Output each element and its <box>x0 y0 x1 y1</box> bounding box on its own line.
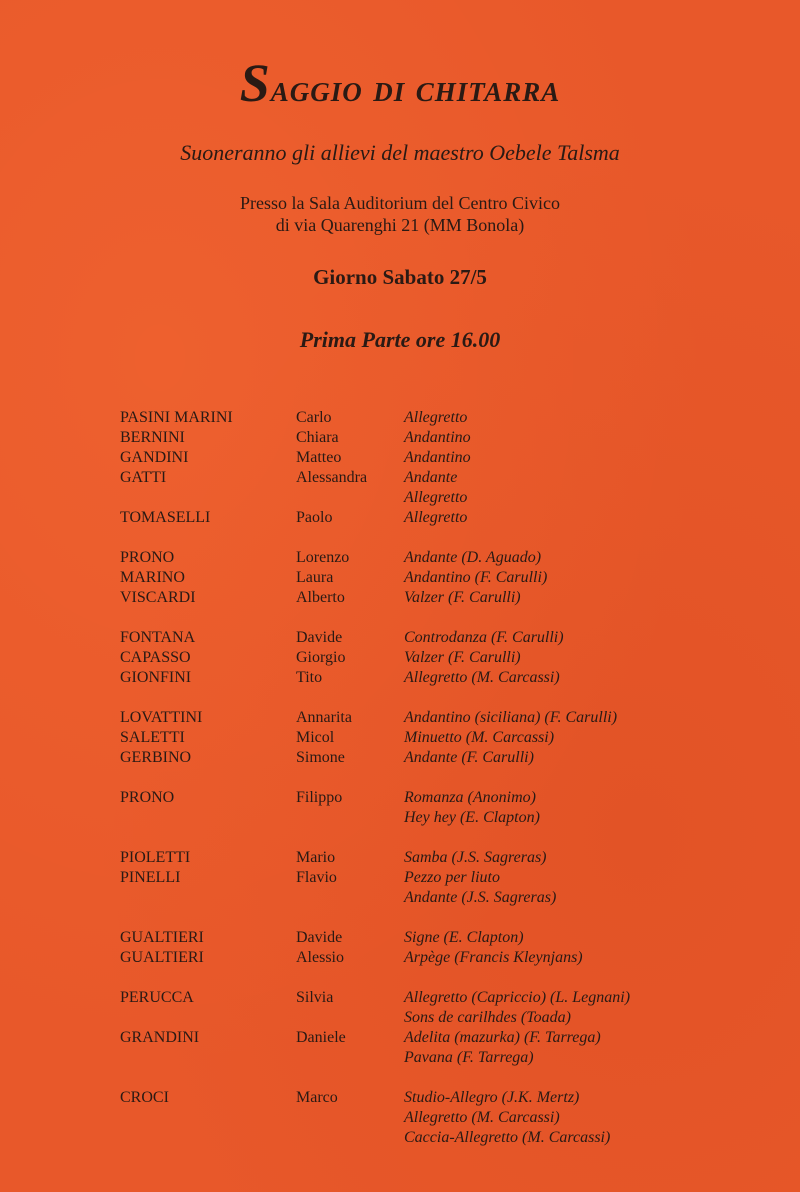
performer-surname: CROCI <box>120 1089 169 1106</box>
programme-row <box>120 1128 680 1148</box>
performer-first-name: Davide <box>296 629 343 646</box>
piece-title: Sons de carilhdes (Toada) <box>404 1009 571 1026</box>
event-date: Giorno Sabato 27/5 <box>313 265 487 289</box>
performer-surname: FONTANA <box>120 629 196 646</box>
performer-surname: PINELLI <box>120 869 181 886</box>
piece-title: Hey hey (E. Clapton) <box>404 809 540 826</box>
title-rest: aggio di chitarra <box>270 68 561 110</box>
performer-first-name: Micol <box>296 729 335 746</box>
programme-row <box>120 748 680 768</box>
title-initial: S <box>239 53 271 113</box>
performer-surname: PERUCCA <box>120 989 194 1006</box>
performer-surname: GANDINI <box>120 449 189 466</box>
performer-first-name: Marco <box>296 1089 338 1106</box>
performer-first-name: Mario <box>296 849 336 866</box>
performer-first-name: Alessio <box>296 949 344 966</box>
piece-title: Allegretto <box>404 489 468 506</box>
piece-title: Allegretto (Capriccio) (L. Legnani) <box>404 989 631 1006</box>
piece-title: Andantino <box>404 449 471 466</box>
piece-title: Allegretto (M. Carcassi) <box>404 1109 560 1126</box>
performer-surname: MARINO <box>120 569 185 586</box>
performer-first-name: Alberto <box>296 589 345 606</box>
piece-title: Andante (D. Aguado) <box>404 549 542 566</box>
performer-first-name: Simone <box>296 749 345 766</box>
programme-row <box>120 1048 680 1068</box>
performer-surname: GUALTIERI <box>120 949 204 966</box>
piece-title: Minuetto (M. Carcassi) <box>404 729 555 746</box>
performer-surname: SALETTI <box>120 729 185 746</box>
performer-first-name: Laura <box>296 569 334 586</box>
piece-title: Allegretto (M. Carcassi) <box>404 669 560 686</box>
programme-row <box>120 868 680 888</box>
performer-first-name: Daniele <box>296 1029 346 1046</box>
venue <box>0 192 800 236</box>
venue-line-1: Presso la Sala Auditorium del Centro Civico <box>240 193 560 213</box>
piece-title: Caccia-Allegretto (M. Carcassi) <box>404 1129 611 1146</box>
performer-surname: PIOLETTI <box>120 849 191 866</box>
performer-surname: PASINI MARINI <box>120 409 233 426</box>
piece-title: Adelita (mazurka) (F. Tarrega) <box>404 1029 601 1046</box>
programme-row <box>120 708 680 728</box>
piece-title: Studio-Allegro (J.K. Mertz) <box>404 1089 580 1106</box>
programme-row <box>120 428 680 448</box>
piece-title: Valzer (F. Carulli) <box>404 649 521 666</box>
piece-title: Andantino (siciliana) (F. Carulli) <box>404 709 618 726</box>
programme-row <box>120 728 680 748</box>
programme-row <box>120 948 680 968</box>
programme-row <box>120 568 680 588</box>
piece-title: Valzer (F. Carulli) <box>404 589 521 606</box>
performer-surname: GERBINO <box>120 749 192 766</box>
performer-surname: CAPASSO <box>120 649 191 666</box>
performer-first-name: Flavio <box>296 869 337 886</box>
performer-surname: PRONO <box>120 789 175 806</box>
programme-row <box>120 888 680 908</box>
programme-row <box>120 588 680 608</box>
performer-surname: VISCARDI <box>120 589 196 606</box>
programme-row <box>120 1008 680 1028</box>
performer-first-name: Annarita <box>296 709 352 726</box>
piece-title: Andante (J.S. Sagreras) <box>404 889 557 906</box>
piece-title: Signe (E. Clapton) <box>404 929 524 946</box>
piece-title: Controdanza (F. Carulli) <box>404 629 564 646</box>
programme-row <box>120 468 680 488</box>
piece-title: Andantino <box>404 429 471 446</box>
piece-title: Pezzo per liuto <box>404 869 500 886</box>
programme-list <box>120 408 680 1148</box>
performer-first-name: Paolo <box>296 509 333 526</box>
subtitle: Suoneranno gli allievi del maestro Oebele Talsma <box>180 140 620 165</box>
performer-first-name: Silvia <box>296 989 334 1006</box>
performer-first-name: Chiara <box>296 429 339 446</box>
venue-line-2: di via Quarenghi 21 (MM Bonola) <box>275 215 525 235</box>
programme-row <box>120 788 680 808</box>
programme-row <box>120 1088 680 1108</box>
performer-first-name: Alessandra <box>296 469 368 486</box>
piece-title: Andante <box>404 469 458 486</box>
performer-surname: LOVATTINI <box>120 709 203 726</box>
performer-surname: PRONO <box>120 549 175 566</box>
programme-row <box>120 1108 680 1128</box>
piece-title: Allegretto <box>404 509 468 526</box>
performer-first-name: Davide <box>296 929 343 946</box>
programme-row <box>120 848 680 868</box>
programme-row <box>120 668 680 688</box>
performer-first-name: Matteo <box>296 449 342 466</box>
performer-first-name: Giorgio <box>296 649 346 666</box>
piece-title: Andante (F. Carulli) <box>404 749 534 766</box>
performer-surname: BERNINI <box>120 429 185 446</box>
performer-first-name: Filippo <box>296 789 343 806</box>
performer-surname: GIONFINI <box>120 669 192 686</box>
piece-title: Samba (J.S. Sagreras) <box>404 849 547 866</box>
performer-first-name: Tito <box>296 669 323 686</box>
performer-surname: GUALTIERI <box>120 929 204 946</box>
performer-surname: GRANDINI <box>120 1029 200 1046</box>
page-title <box>0 52 800 114</box>
part-heading: Prima Parte ore 16.00 <box>299 327 501 352</box>
performer-surname: TOMASELLI <box>120 509 211 526</box>
programme-row <box>120 448 680 468</box>
performer-first-name: Lorenzo <box>296 549 350 566</box>
programme-row <box>120 648 680 668</box>
performer-surname: GATTI <box>120 469 167 486</box>
programme-row <box>120 548 680 568</box>
piece-title: Andantino (F. Carulli) <box>404 569 548 586</box>
programme-row <box>120 1028 680 1048</box>
programme-row <box>120 508 680 528</box>
programme-row <box>120 628 680 648</box>
programme-row <box>120 408 680 428</box>
programme-row <box>120 488 680 508</box>
piece-title: Arpège (Francis Kleynjans) <box>404 949 583 966</box>
piece-title: Pavana (F. Tarrega) <box>404 1049 534 1066</box>
piece-title: Romanza (Anonimo) <box>404 789 536 806</box>
piece-title: Allegretto <box>404 409 468 426</box>
performer-first-name: Carlo <box>296 409 332 426</box>
programme-row <box>120 928 680 948</box>
programme-row <box>120 808 680 828</box>
programme-row <box>120 988 680 1008</box>
